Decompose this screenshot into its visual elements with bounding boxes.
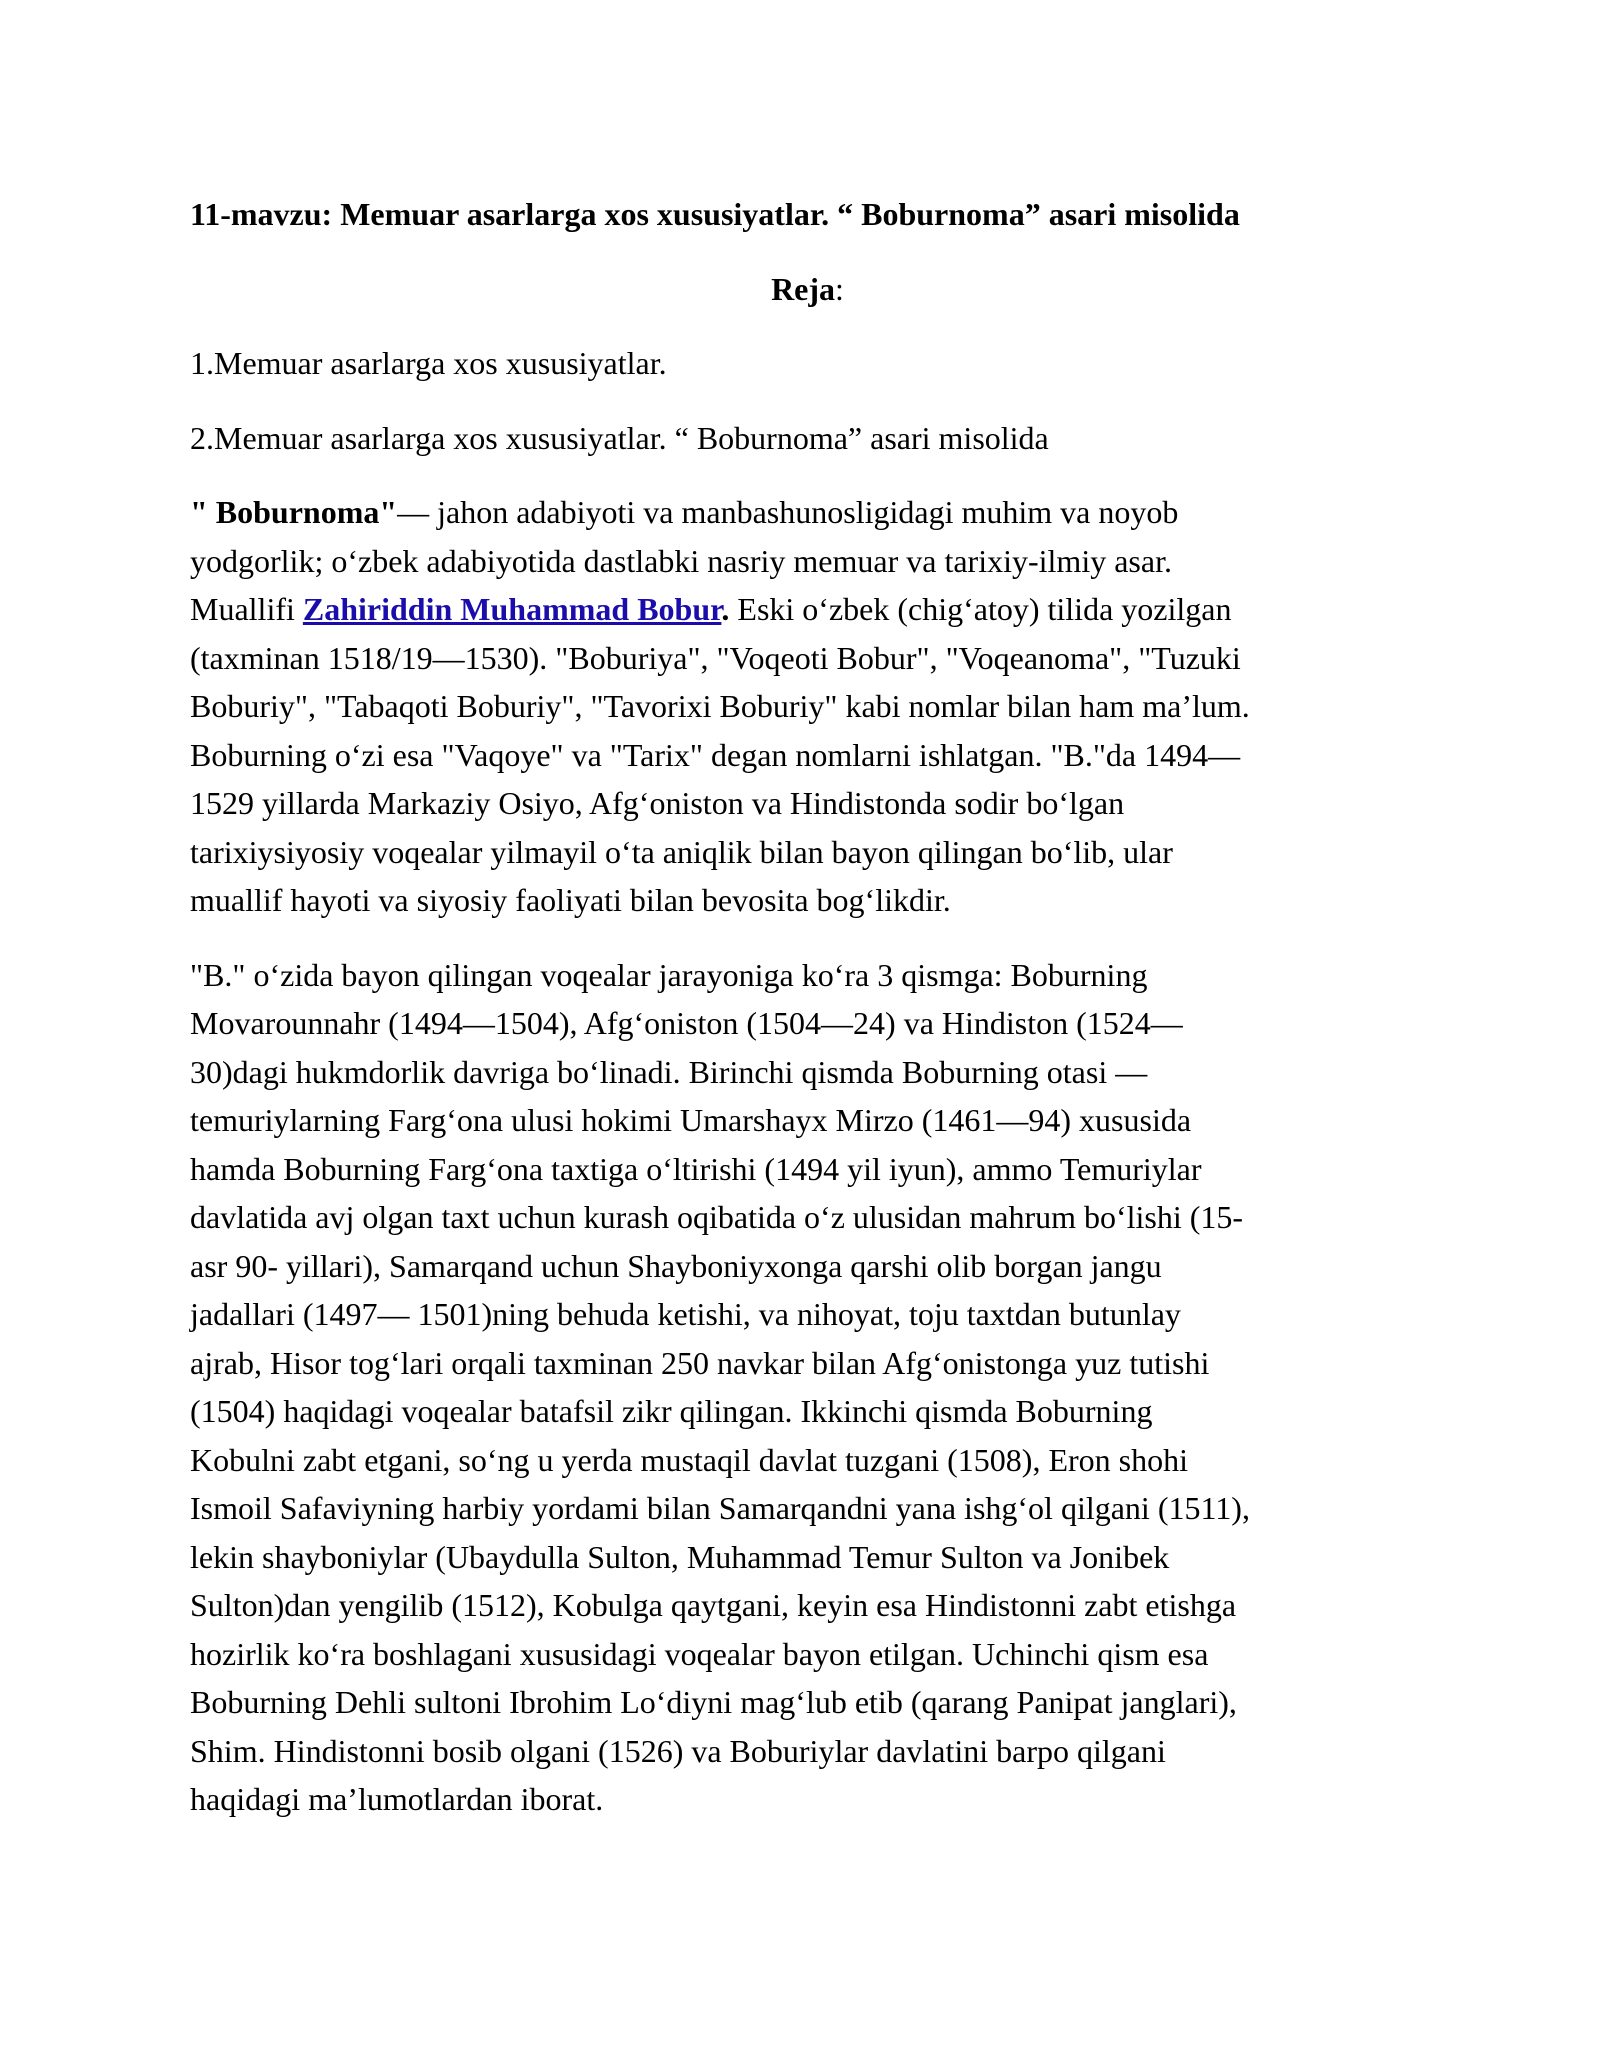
paragraph-line: davlatida avj olgan taxt uchun kurash oqibatida oʻz ulusidan mahrum boʻlishi (15- bbox=[190, 1199, 1244, 1235]
paragraph-line: "B." oʻzida bayon qilingan voqealar jarayoniga koʻra 3 qismga: Boburning bbox=[190, 956, 1148, 993]
paragraph-line: Kobulni zabt etgani, soʻng u yerda mustaqil davlat tuzgani (1508), Eron shohi bbox=[190, 1441, 1188, 1478]
paragraph-line: muallif hayoti va siyosiy faoliyati bilan bevosita bogʻlikdir. bbox=[190, 882, 951, 918]
link-period: . bbox=[721, 591, 730, 627]
document-page bbox=[190, 190, 1415, 1850]
author-link[interactable]: Zahiriddin Muhammad Bobur bbox=[302, 591, 722, 627]
page-title: 11-mavzu: Memuar asarlarga xos xususiyatlar. “ Boburnoma” asari misolida bbox=[190, 196, 1240, 232]
paragraph-line: Movarounnahr (1494—1504), Afgʻoniston (1504—24) va Hindiston (1524— bbox=[190, 1005, 1183, 1041]
plan-heading-colon: : bbox=[835, 270, 844, 307]
paragraph-line bbox=[190, 585, 1415, 634]
paragraph-line: (1504) haqidagi voqealar batafsil zikr qilingan. Ikkinchi qismda Boburning bbox=[190, 1393, 1153, 1429]
paragraph-line: Boburiy", "Tabaqoti Boburiy", "Tavorixi Boburiy" kabi nomlar bilan ham maʼlum. bbox=[190, 688, 1250, 724]
paragraph-line: Sulton)dan yengilib (1512), Kobulga qaytgani, keyin esa Hindistonni zabt etishga bbox=[190, 1587, 1237, 1623]
paragraph-line: asr 90- yillari), Samarqand uchun Shayboniyxonga qarshi olib borgan jangu bbox=[190, 1247, 1162, 1284]
paragraph-line: hozirlik koʻra boshlagani xususidagi voqealar bayon etilgan. Uchinchi qism esa bbox=[190, 1635, 1209, 1672]
paragraph-line: lekin shayboniylar (Ubaydulla Sulton, Muhammad Temur Sulton va Jonibek bbox=[190, 1538, 1170, 1575]
paragraph-line: Boburning oʻzi esa "Vaqoye" va "Tarix" degan nomlarni ishlatgan. "B."da 1494— bbox=[190, 736, 1241, 773]
term-boburnoma: " Boburnoma" bbox=[190, 494, 398, 530]
paragraph-line: 1529 yillarda Markaziy Osiyo, Afgʻoniston va Hindistonda sodir boʻlgan bbox=[190, 785, 1125, 821]
paragraph-line: Shim. Hindistonni bosib olgani (1526) va Boburiylar davlatini barpo qilgani bbox=[190, 1732, 1166, 1769]
paragraph-line: Ismoil Safaviyning harbiy yordami bilan Samarqandni yana ishgʻol qilgani (1511), bbox=[190, 1490, 1250, 1526]
paragraph-line-text: Eski oʻzbek (chigʻatoy) tilida yozilgan bbox=[729, 591, 1232, 627]
paragraph-intro bbox=[190, 488, 1415, 925]
paragraph-line: Boburning Dehli sultoni Ibrohim Loʻdiyni magʻlub etib (qarang Panipat janglari), bbox=[190, 1684, 1237, 1720]
paragraph-line: (taxminan 1518/19—1530). "Boburiya", "Voqeoti Bobur", "Voqeanoma", "Tuzuki bbox=[190, 639, 1241, 676]
paragraph-line: hamda Boburning Fargʻona taxtiga oʻltirishi (1494 yil iyun), ammo Temuriylar bbox=[190, 1150, 1202, 1187]
plan-item-2: 2.Memuar asarlarga xos xususiyatlar. “ Boburnoma” asari misolida bbox=[190, 419, 1049, 456]
paragraph-line-text: Muallifi bbox=[190, 591, 303, 627]
paragraph-line: haqidagi maʼlumotlardan iborat. bbox=[190, 1781, 604, 1817]
paragraph-line bbox=[190, 488, 1415, 537]
paragraph-line: tarixiysiyosiy voqealar yilmayil oʻta aniqlik bilan bayon qilingan boʻlib, ular bbox=[190, 833, 1173, 870]
plan-item-1: 1.Memuar asarlarga xos xususiyatlar. bbox=[190, 345, 667, 381]
paragraph-line: 30)dagi hukmdorlik davriga boʻlinadi. Birinchi qismda Boburning otasi — bbox=[190, 1053, 1148, 1090]
paragraph-line: temuriylarning Fargʻona ulusi hokimi Umarshayx Mirzo (1461—94) xususida bbox=[190, 1102, 1192, 1138]
paragraph-line: yodgorlik; oʻzbek adabiyotida dastlabki nasriy memuar va tarixiy-ilmiy asar. bbox=[190, 542, 1172, 579]
plan-heading bbox=[190, 265, 1415, 314]
paragraph-line: jadallari (1497— 1501)ning behuda ketishi, va nihoyat, toju taxtdan butunlay bbox=[190, 1296, 1181, 1332]
plan-heading-label: Reja bbox=[771, 270, 836, 307]
paragraph-parts bbox=[190, 951, 1415, 1824]
paragraph-line-text: — jahon adabiyoti va manbashunosligidagi muhim va noyob bbox=[397, 494, 1179, 530]
paragraph-line: ajrab, Hisor togʻlari orqali taxminan 250 navkar bilan Afgʻonistonga yuz tutishi bbox=[190, 1344, 1210, 1381]
